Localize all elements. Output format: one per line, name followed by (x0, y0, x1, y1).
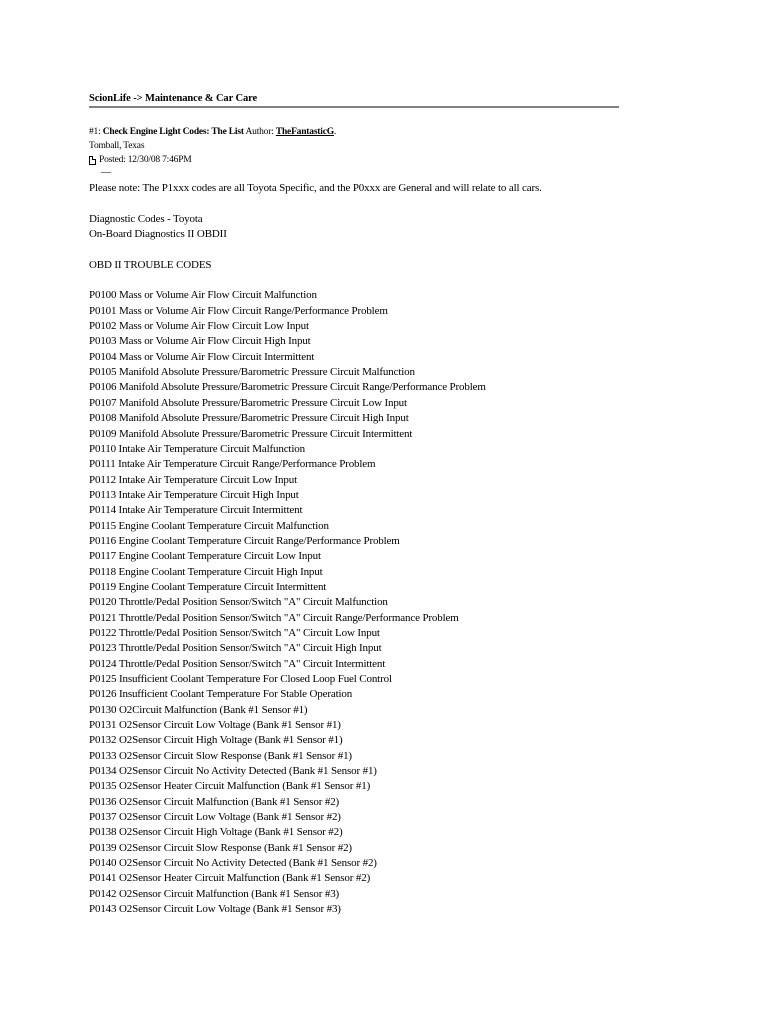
trouble-code-line: P0135 O2Sensor Heater Circuit Malfunction (Bank #1 Sensor #1) (89, 780, 371, 793)
trouble-code-line: P0108 Manifold Absolute Pressure/Barometric Pressure Circuit High Input (89, 412, 409, 425)
trouble-code-line: P0111 Intake Air Temperature Circuit Range/Performance Problem (89, 458, 376, 471)
post-title: Check Engine Light Codes: The List (102, 127, 244, 137)
document-icon (89, 156, 96, 165)
trouble-code-line: P0105 Manifold Absolute Pressure/Barometric Pressure Circuit Malfunction (89, 366, 415, 379)
trouble-code-line: P0106 Manifold Absolute Pressure/Barometric Pressure Circuit Range/Performance Problem (89, 381, 486, 394)
paragraph-gap (89, 196, 689, 211)
trouble-code-line: P0107 Manifold Absolute Pressure/Barometric Pressure Circuit Low Input (89, 396, 407, 409)
diagnostic-subtitle: On-Board Diagnostics II OBDII (89, 228, 227, 241)
trouble-code-line: P0134 O2Sensor Circuit No Activity Detected (Bank #1 Sensor #1) (89, 765, 377, 778)
trouble-code-line: P0110 Intake Air Temperature Circuit Malfunction (89, 442, 305, 455)
section-heading: OBD II TROUBLE CODES (89, 258, 212, 271)
trouble-code-line: P0102 Mass or Volume Air Flow Circuit Low Input (89, 320, 309, 333)
posted-date: Posted: 12/30/08 7:46PM (99, 155, 192, 165)
trouble-code-line: P0104 Mass or Volume Air Flow Circuit Intermittent (89, 350, 315, 363)
trouble-code-line: P0131 O2Sensor Circuit Low Voltage (Bank #1 Sensor #1) (89, 719, 341, 732)
posted-line (89, 153, 689, 167)
trouble-code-line: P0117 Engine Coolant Temperature Circuit Low Input (89, 550, 321, 563)
trouble-code-line: P0141 O2Sensor Heater Circuit Malfunction (Bank #1 Sensor #2) (89, 872, 371, 885)
trouble-code-line: P0115 Engine Coolant Temperature Circuit Malfunction (89, 519, 329, 532)
trouble-code-line: P0137 O2Sensor Circuit Low Voltage (Bank #1 Sensor #2) (89, 811, 341, 824)
trouble-code-line: P0109 Manifold Absolute Pressure/Barometric Pressure Circuit Intermittent (89, 427, 413, 440)
trouble-code-line: P0123 Throttle/Pedal Position Sensor/Switch "A" Circuit High Input (89, 642, 382, 655)
trouble-code-line: P0118 Engine Coolant Temperature Circuit High Input (89, 565, 323, 578)
trouble-code-line: P0120 Throttle/Pedal Position Sensor/Switch "A" Circuit Malfunction (89, 596, 388, 609)
paragraph-gap (89, 273, 689, 288)
trouble-code-line: P0143 O2Sensor Circuit Low Voltage (Bank #1 Sensor #3) (89, 903, 341, 916)
breadcrumb-section-link[interactable]: Maintenance & Car Care (145, 93, 258, 104)
trouble-code-line: P0130 O2Circuit Malfunction (Bank #1 Sensor #1) (89, 703, 308, 716)
document-page (89, 92, 689, 918)
intro-note: Please note: The P1xxx codes are all Toyota Specific, and the P0xxx are General and will relate to all cars. (89, 182, 542, 194)
post-number: #1: (89, 127, 101, 137)
paragraph-gap (89, 242, 689, 257)
trouble-code-line: P0103 Mass or Volume Air Flow Circuit High Input (89, 335, 311, 348)
trouble-code-line: P0114 Intake Air Temperature Circuit Intermittent (89, 504, 303, 517)
signature-dash: — (101, 167, 111, 178)
breadcrumb (89, 92, 619, 108)
breadcrumb-forum-link[interactable]: ScionLife (89, 93, 131, 104)
trouble-code-line: P0116 Engine Coolant Temperature Circuit Range/Performance Problem (89, 534, 400, 547)
trouble-code-line: P0136 O2Sensor Circuit Malfunction (Bank #1 Sensor #2) (89, 795, 340, 808)
post-body (89, 181, 689, 918)
trouble-code-line: P0132 O2Sensor Circuit High Voltage (Bank #1 Sensor #1) (89, 734, 343, 747)
trouble-code-line: P0140 O2Sensor Circuit No Activity Detected (Bank #1 Sensor #2) (89, 857, 377, 870)
post-header (89, 125, 689, 179)
diagnostic-title: Diagnostic Codes - Toyota (89, 212, 203, 225)
post-title-line (89, 125, 689, 139)
author-location: Tomball, Texas (89, 141, 145, 151)
trouble-code-line: P0113 Intake Air Temperature Circuit High Input (89, 488, 299, 501)
trouble-code-line: P0119 Engine Coolant Temperature Circuit Intermittent (89, 580, 327, 593)
trouble-code-line: P0124 Throttle/Pedal Position Sensor/Switch "A" Circuit Intermittent (89, 657, 386, 670)
author-suffix: . (333, 127, 337, 137)
trouble-code-line: P0100 Mass or Volume Air Flow Circuit Malfunction (89, 289, 317, 302)
trouble-code-line: P0125 Insufficient Coolant Temperature For Closed Loop Fuel Control (89, 673, 392, 685)
trouble-code-line: P0126 Insufficient Coolant Temperature For Stable Operation (89, 688, 353, 701)
trouble-code-line: P0133 O2Sensor Circuit Slow Response (Bank #1 Sensor #1) (89, 749, 352, 762)
author-label: Author: (245, 127, 274, 137)
trouble-code-line: P0112 Intake Air Temperature Circuit Low Input (89, 473, 298, 486)
trouble-code-list (89, 288, 689, 917)
trouble-code-line: P0138 O2Sensor Circuit High Voltage (Bank #1 Sensor #2) (89, 826, 343, 839)
trouble-code-line: P0121 Throttle/Pedal Position Sensor/Switch "A" Circuit Range/Performance Problem (89, 611, 459, 624)
trouble-code-line: P0142 O2Sensor Circuit Malfunction (Bank #1 Sensor #3) (89, 887, 340, 900)
trouble-code-line: P0139 O2Sensor Circuit Slow Response (Bank #1 Sensor #2) (89, 841, 352, 854)
trouble-code-line: P0122 Throttle/Pedal Position Sensor/Switch "A" Circuit Low Input (89, 626, 380, 639)
breadcrumb-separator: -> (133, 93, 143, 104)
author-link[interactable]: TheFantasticG (275, 127, 334, 137)
trouble-code-line: P0101 Mass or Volume Air Flow Circuit Range/Performance Problem (89, 304, 388, 317)
